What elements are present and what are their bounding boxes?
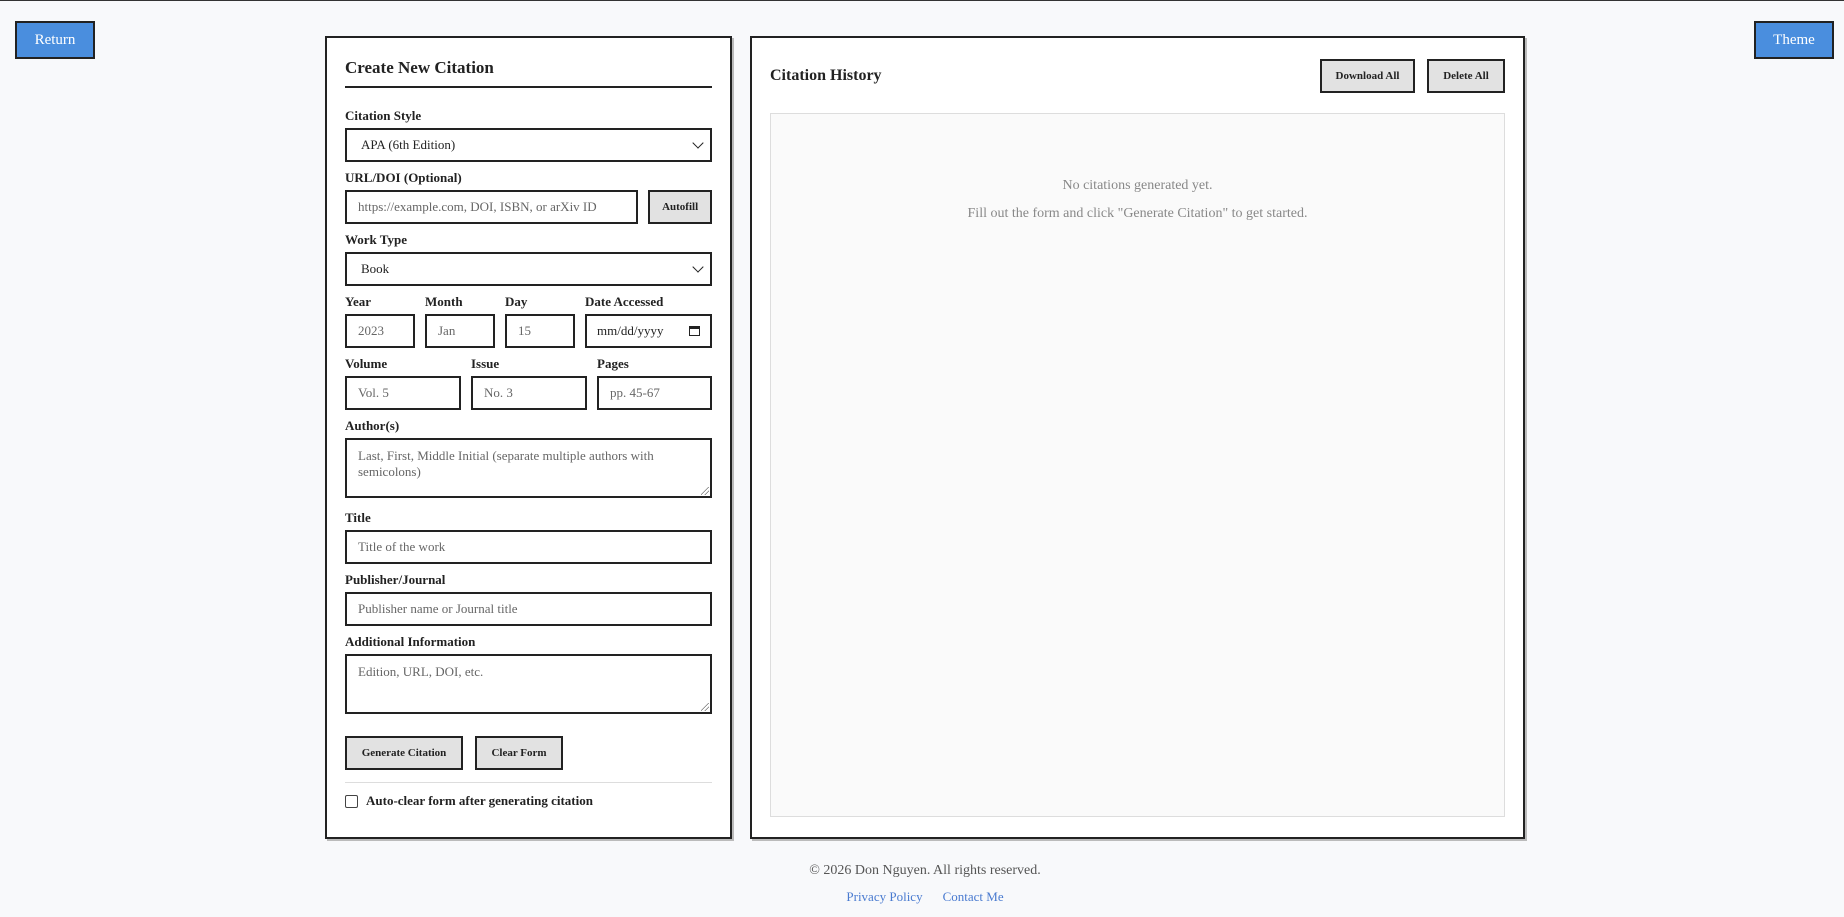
additional-info-placeholder: Edition, URL, DOI, etc. [358,664,484,679]
date-accessed-label: Date Accessed [585,294,664,309]
url-label: URL/DOI (Optional) [345,170,462,185]
authors-placeholder: Last, First, Middle Initial (separate multiple authors with semicolons) [358,448,654,479]
auto-clear-label: Auto-clear form after generating citation [366,793,593,808]
title-input[interactable]: Title of the work [345,530,712,564]
form-title: Create New Citation [345,58,712,88]
calendar-icon[interactable] [689,326,700,336]
download-all-button[interactable]: Download All [1320,59,1415,93]
empty-hint: Fill out the form and click "Generate Citation" to get started. [967,206,1308,221]
copyright: © 2026 Don Nguyen. All rights reserved. [809,863,1041,878]
resize-handle-icon[interactable] [701,487,709,495]
additional-info-textarea[interactable] [345,654,712,714]
date-accessed-input[interactable] [585,314,712,348]
issue-input[interactable]: No. 3 [471,376,587,410]
pages-label: Pages [597,356,629,371]
work-type-select[interactable] [345,252,712,286]
contact-link[interactable]: Contact Me [942,889,1004,904]
authors-label: Author(s) [345,418,400,433]
divider [345,782,712,783]
citation-style-value: APA (6th Edition) [361,137,456,152]
auto-clear-option[interactable] [345,793,712,809]
year-label: Year [345,294,371,309]
history-list [770,113,1505,817]
chevron-down-icon [692,261,703,272]
work-type-value: Book [361,261,390,276]
citation-style-select[interactable] [345,128,712,162]
day-label: Day [505,294,528,309]
additional-info-label: Additional Information [345,634,476,649]
volume-label: Volume [345,356,388,371]
privacy-policy-link[interactable]: Privacy Policy [846,889,923,904]
empty-message: No citations generated yet. [1062,178,1213,193]
citation-history-panel [750,36,1525,839]
work-type-label: Work Type [345,232,408,247]
publisher-label: Publisher/Journal [345,572,446,587]
title-label: Title [345,510,371,525]
autofill-button[interactable]: Autofill [648,190,712,224]
clear-form-button[interactable]: Clear Form [475,736,563,770]
generate-citation-button[interactable]: Generate Citation [345,736,463,770]
chevron-down-icon [692,137,703,148]
auto-clear-checkbox[interactable] [345,795,358,808]
volume-input[interactable]: Vol. 5 [345,376,461,410]
day-input[interactable]: 15 [505,314,575,348]
publisher-input[interactable]: Publisher name or Journal title [345,592,712,626]
footer [0,863,1844,905]
authors-textarea[interactable] [345,438,712,498]
issue-label: Issue [471,356,500,371]
theme-button[interactable]: Theme [1754,21,1834,59]
date-accessed-placeholder: mm/dd/yyyy [597,323,664,338]
history-title: Citation History [770,67,882,84]
resize-handle-icon[interactable] [701,703,709,711]
year-input[interactable]: 2023 [345,314,415,348]
month-label: Month [425,294,463,309]
citation-form-panel [325,36,732,839]
url-input[interactable]: https://example.com, DOI, ISBN, or arXiv ID [345,190,638,224]
delete-all-button[interactable]: Delete All [1427,59,1505,93]
pages-input[interactable]: pp. 45-67 [597,376,712,410]
return-button[interactable]: Return [15,21,95,59]
citation-style-label: Citation Style [345,108,422,123]
month-input[interactable]: Jan [425,314,495,348]
